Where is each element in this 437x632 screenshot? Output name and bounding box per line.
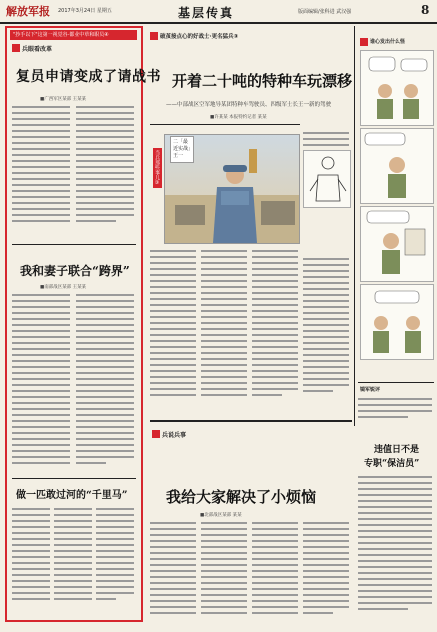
- page-title: 基层传真: [178, 6, 235, 20]
- bottom-byline: ■北部战区某部 某某: [200, 513, 242, 518]
- commentary-headline-line1: 违值日不是: [374, 445, 420, 455]
- article-body-1: [12, 104, 136, 234]
- figure-sketch-icon: [304, 151, 350, 207]
- section-tag-label: 兵眼看改革: [22, 46, 53, 53]
- comic-panel-4: [360, 284, 434, 360]
- feature-divider: [150, 124, 300, 125]
- dateline: 2017年3月24日 星期五: [58, 8, 112, 14]
- photo-side-tag: 当兵那些事儿③: [154, 150, 160, 186]
- article-byline-2: ■南部战区某部 王某某: [40, 285, 87, 290]
- bottom-section-marker: [152, 430, 160, 438]
- soldier-comic-icon: [361, 129, 433, 203]
- article-headline-3: 做一匹敢过河的“千里马”: [16, 490, 128, 501]
- comic-panel-2: [360, 128, 434, 204]
- article-divider: [12, 478, 136, 479]
- article-byline-1: ■广西军区某部 王某某: [40, 97, 87, 102]
- editor-credits: 版面编辑/张科进 武汉强: [298, 9, 352, 15]
- bottom-body-columns: [150, 520, 352, 624]
- masthead-logo: 解放军报: [6, 5, 50, 18]
- comic-panel-1: [360, 50, 434, 126]
- bottom-section-tag: 兵说兵事: [162, 432, 187, 439]
- topic-bar: "抄手以下"这第一视觉谷·都业中草和职员④: [10, 30, 137, 40]
- soldier-sign-comic-icon: [361, 207, 433, 281]
- article-divider: [12, 244, 136, 245]
- feature-series-marker: [150, 32, 158, 40]
- soldiers-comic-icon: [361, 51, 433, 125]
- article-body-2: [12, 292, 136, 472]
- commentary-tag: 镜军锐评: [360, 387, 381, 393]
- article-body-3: [12, 506, 136, 616]
- cartoon-title: 谁心发出什么怪: [370, 39, 406, 45]
- section-tag-marker: [12, 44, 20, 52]
- soldiers-group-comic-icon: [361, 285, 433, 359]
- page-number: 8: [421, 3, 430, 17]
- bottom-divider: [150, 420, 352, 422]
- commentary-body: [358, 474, 434, 624]
- cartoon-tag-marker: [360, 38, 368, 46]
- article-headline-2: 我和妻子联合“跨界”: [20, 264, 130, 278]
- comic-panel-3: [360, 206, 434, 282]
- commentary-headline-line2: 专职“保洁员”: [364, 459, 420, 469]
- sidebar-divider: [358, 382, 434, 383]
- feature-series-label: 破茧接点心的好战士·更名猛兵③: [160, 34, 239, 40]
- feature-subtitle: ——中部战区空军地导某团特种车驾驶员、四级军士长王一新的驾驶: [166, 102, 332, 108]
- feature-body-columns: [150, 248, 300, 408]
- photo-caption: 二「最近实战」王一: [170, 136, 194, 163]
- feature-byline: ■许某某 本报特约记者 某某: [210, 115, 267, 120]
- commentary-intro: [358, 396, 434, 432]
- bottom-headline: 我给大家解决了小烦恼: [166, 488, 317, 506]
- sketch-illustration: [303, 150, 351, 208]
- article-headline-1: 复员申请变成了请战书: [16, 69, 161, 85]
- feature-headline: 开着二十吨的特种车玩漂移: [172, 72, 353, 90]
